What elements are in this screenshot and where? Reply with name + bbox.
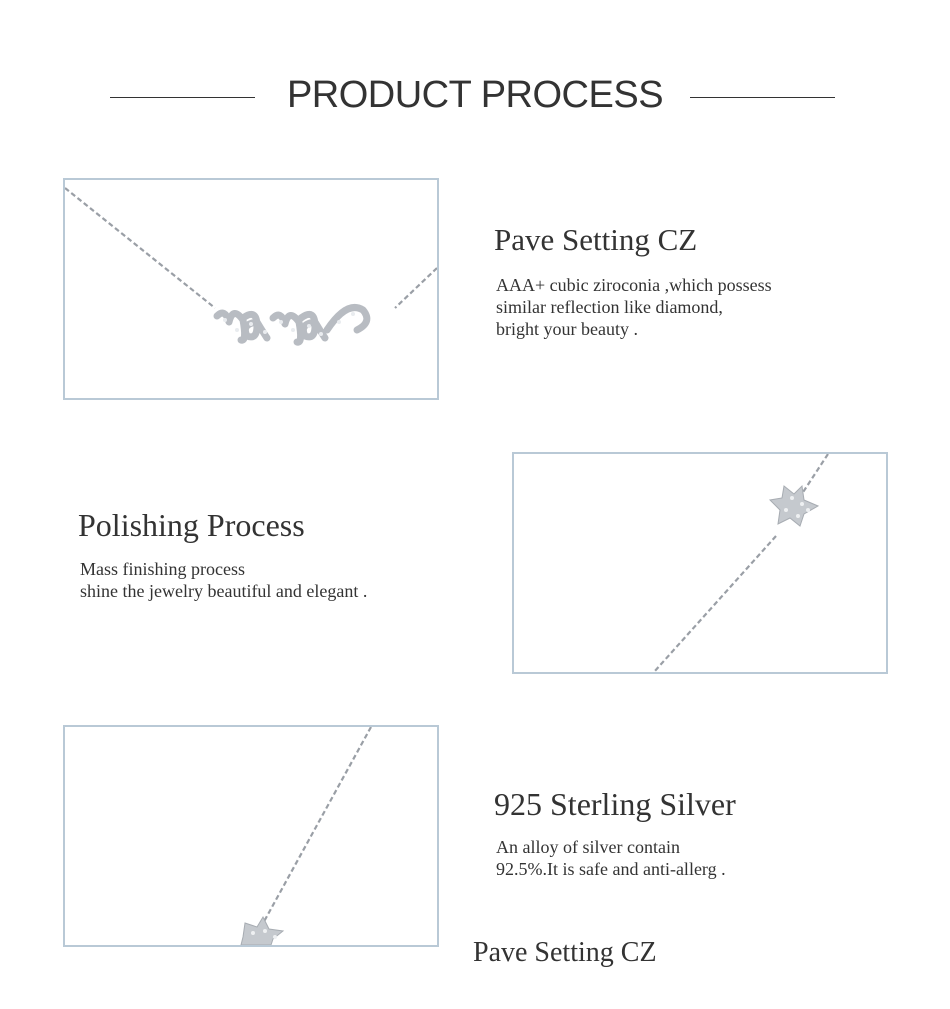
feature-description-polishing	[80, 558, 367, 602]
page-title: PRODUCT PROCESS	[286, 74, 664, 116]
description-line: AAA+ cubic ziroconia ,which possess	[496, 275, 772, 295]
feature-title-polishing: Polishing Process	[78, 507, 305, 543]
description-line: An alloy of silver contain	[496, 837, 680, 857]
feature-title-sterling-silver: 925 Sterling Silver	[494, 786, 736, 822]
description-line: bright your beauty .	[496, 319, 638, 339]
feature-description-pave-setting	[496, 274, 772, 340]
butterfly-chain-closeup-photo	[63, 725, 439, 947]
description-line: 92.5%.It is safe and anti-allerg .	[496, 859, 726, 879]
feature-description-sterling-silver	[496, 836, 726, 880]
header-divider-right	[690, 97, 835, 98]
feature-title-pave-setting: Pave Setting CZ	[494, 222, 698, 257]
description-line: shine the jewelry beautiful and elegant .	[80, 581, 368, 601]
description-line: Mass finishing process	[80, 559, 245, 579]
mama-necklace-photo	[63, 178, 439, 400]
butterfly-chain-photo	[512, 452, 888, 674]
description-line: similar reflection like diamond,	[496, 297, 723, 317]
feature-title-pave-setting-repeat: Pave Setting CZ	[473, 937, 657, 968]
